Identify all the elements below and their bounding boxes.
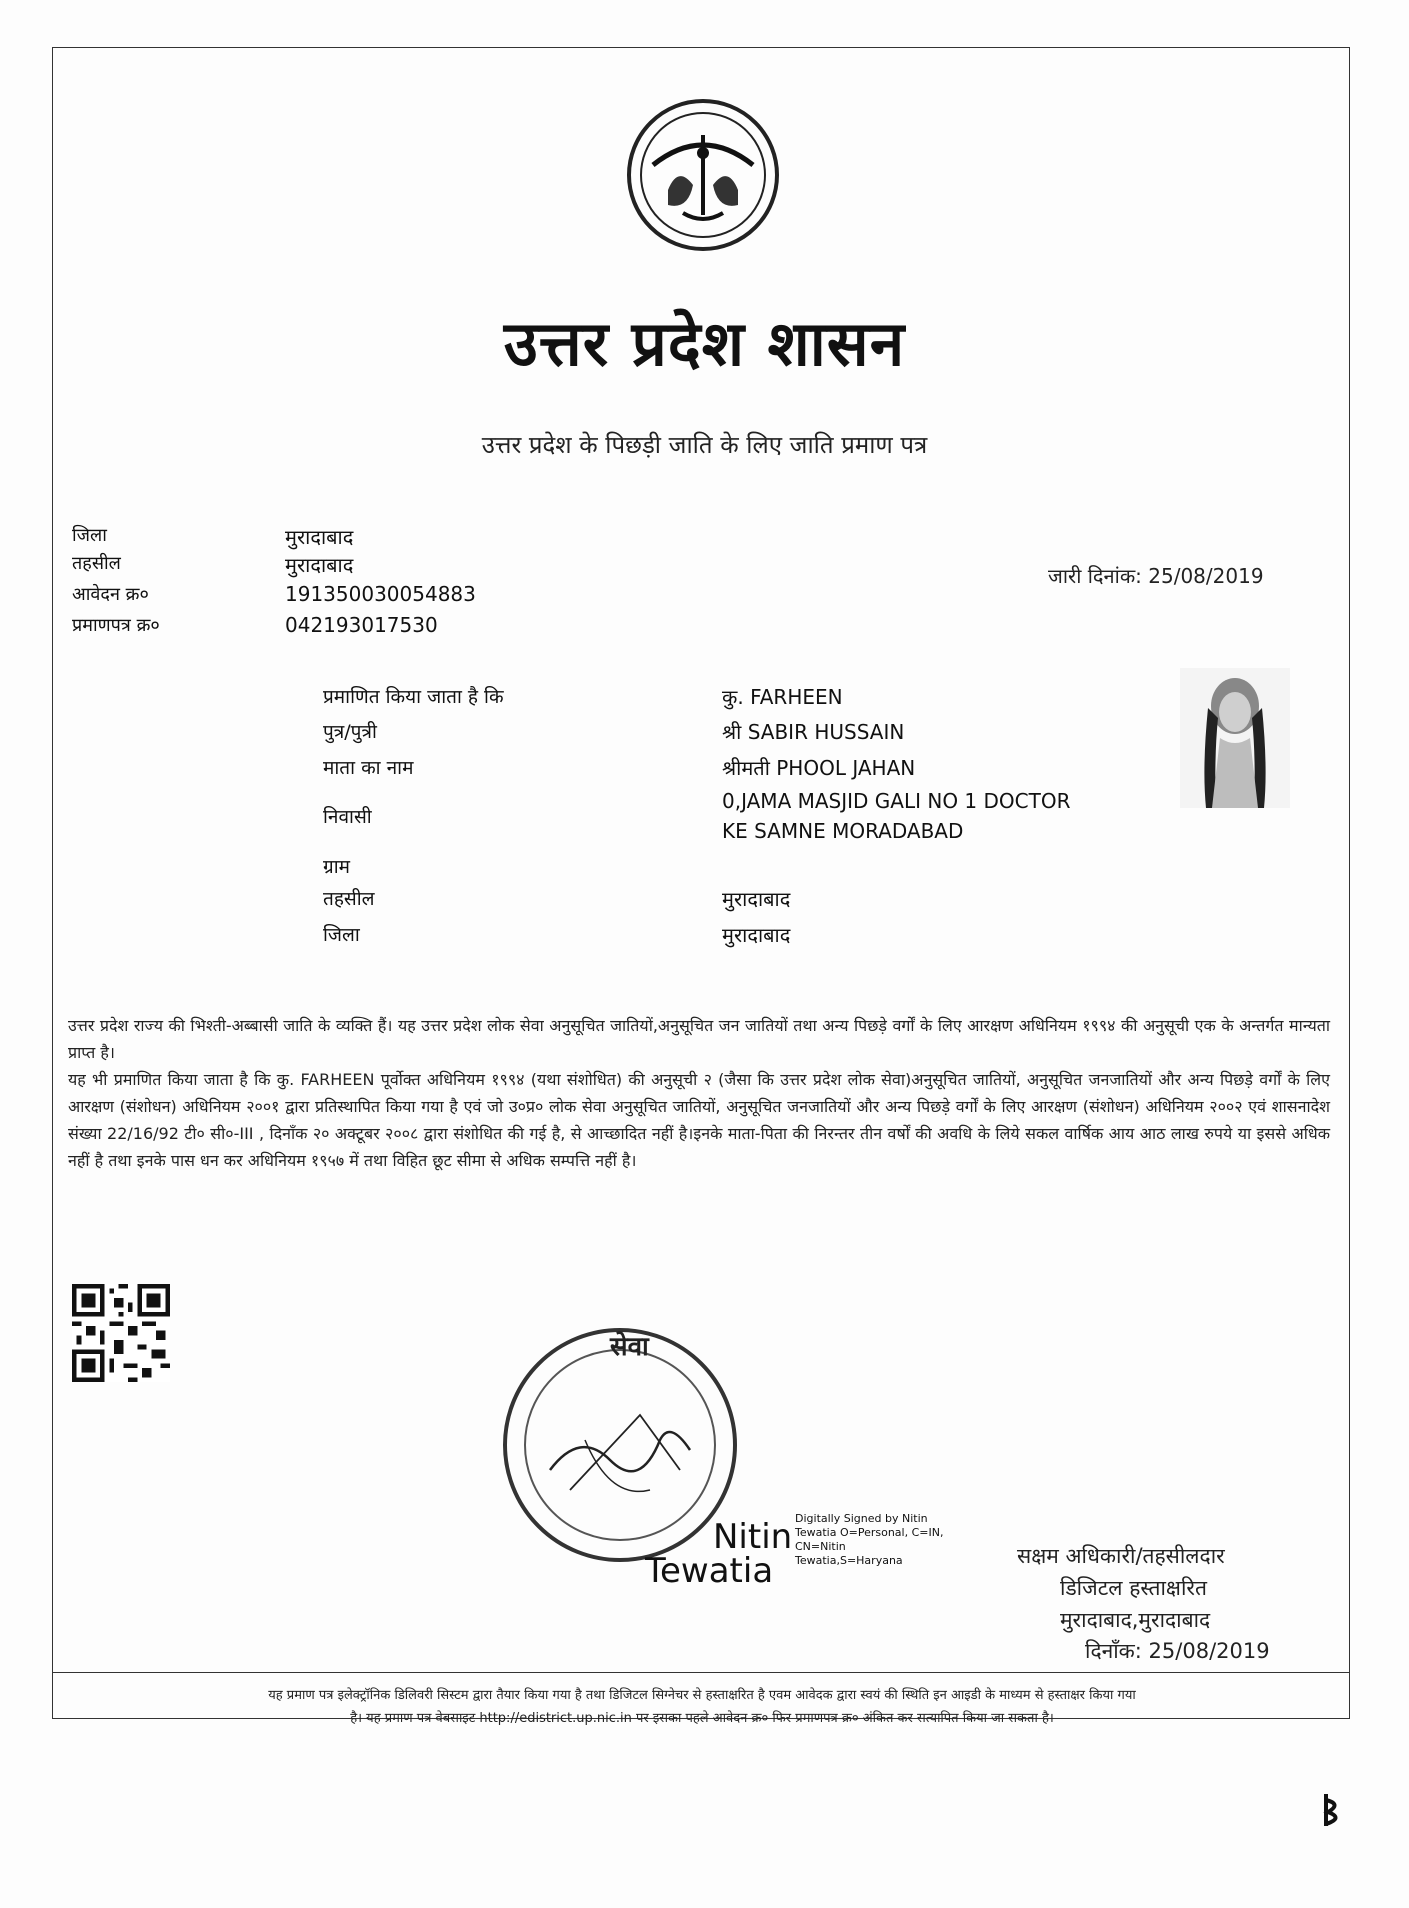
footer-line-2: है। यह प्रमाण पत्र वेबसाइट http://edistrict.up.nic.in पर इसका पहले आवेदन क्र० फिर प्रमाणपत्र क्र० अंकित कर सत्यापित किया जा सकता है। [350,1711,1054,1726]
field-value-address-line1: 0,JAMA MASJID GALI NO 1 DOCTOR [722,789,1071,813]
tehsil-label: तहसील [72,553,121,574]
district-value: मुरादाबाद [285,525,354,549]
qr-code-icon [72,1284,170,1382]
certificate-no-value: 042193017530 [285,613,438,637]
field-value-address-line2: KE SAMNE MORADABAD [722,819,964,843]
certificate-no-label: प्रमाणपत्र क्र० [72,615,160,636]
certificate-title: उत्तर प्रदेश शासन [503,307,906,380]
field-value-tehsil: मुरादाबाद [722,887,791,911]
field-value-mother: श्रीमती PHOOL JAHAN [722,756,916,780]
field-label-mother: माता का नाम [323,757,414,779]
field-value-father: श्री SABIR HUSSAIN [722,720,905,744]
digital-signature-details [795,1512,975,1568]
footer-divider [52,1672,1350,1673]
signatory-name [645,1517,793,1591]
applicant-photo [1180,668,1290,808]
application-no-label: आवेदन क्र० [72,584,149,605]
officer-location: मुरादाबाद,मुरादाबाद [1060,1608,1211,1632]
certificate-subtitle: उत्तर प्रदेश के पिछड़ी जाति के लिए जाति प्रमाण पत्र [481,431,928,459]
footer-line-1: यह प्रमाण पत्र इलेक्ट्रॉनिक डिलिवरी सिस्टम द्वारा तैयार किया गया है तथा डिजिटल सिग्नेचर से हस्ताक्षरित है एवम आवेदक द्वारा स्वयं की स्थिति इन आइडी के माध्यम से हस्ताक्षर किया गया [268,1688,1136,1703]
signatory-first-name: Nitin [713,1517,793,1557]
sig-detail-line: Tewatia,S=Haryana [795,1554,903,1567]
field-label-village: ग्राम [323,856,350,878]
signatory-last-name: Tewatia [645,1551,774,1591]
issue-date: जारी दिनांक: 25/08/2019 [1048,564,1264,588]
application-no-value: 191350030054883 [285,582,476,606]
body-paragraph-1: उत्तर प्रदेश राज्य की भिश्ती-अब्बासी जाति के व्यक्ति हैं। यह उत्तर प्रदेश लोक सेवा अनुसूचित जातियों,अनुसूचित जन जातियों तथा अन्य पिछड़े वर्गों के लिए आरक्षण अधिनियम १९९४ की अनुसूची एक के अन्तर्गत मान्यता प्राप्त है। [68,1016,1330,1062]
field-value-district: मुरादाबाद [722,923,791,947]
field-label-resident: निवासी [323,806,372,828]
sig-detail-line: Digitally Signed by Nitin [795,1512,928,1525]
sig-detail-line: Tewatia O=Personal, C=IN, [795,1526,944,1539]
body-paragraph-2: यह भी प्रमाणित किया जाता है कि कु. FARHEEN पूर्वोक्त अधिनियम १९९४ (यथा संशोधित) की अनुसूची २ (जैसा कि उत्तर प्रदेश लोक सेवा)अनुसूचित जातियों, अनुसूचित जनजातियों और अन्य पिछड़े वर्गों के लिए आरक्षण (संशोधन) अधिनियम २००१ द्वारा प्रतिस्थापित किया गया है एवं जो उ०प्र० लोक सेवा अनुसूचित जातियों, अनुसूचित जनजातियों और अन्य पिछड़े वर्गों के लिए आरक्षण (संशोधन) अधिनियम २००२ एवं शासनादेश संख्या 22/16/92 टी० सी०-III , दिनाँक २० अक्टूबर २००८ द्वारा संशोधित की गई है, से आच्छादित नहीं है।इनके माता-पिता की निरन्तर तीन वर्षों की अवधि के लिये सकल वार्षिक आय आठ लाख रुपये या इससे अधिक नहीं है तथा इनके पास धन कर अधिनियम १९५७ में तथा विहित छूट सीमा से अधिक सम्पत्ति नहीं है। [68,1070,1330,1170]
field-label-certified: प्रमाणित किया जाता है कि [323,686,504,708]
handwritten-mark-icon [1318,1790,1346,1830]
field-label-child-of: पुत्र/पुत्री [323,721,377,743]
officer-designation: सक्षम अधिकारी/तहसीलदार [1017,1544,1225,1568]
field-label-tehsil: तहसील [323,888,375,910]
certificate-footer [62,1684,1342,1730]
seal-text: सेवा [610,1332,649,1362]
officer-digital-signed: डिजिटल हस्ताक्षरित [1060,1576,1207,1600]
field-value-name: कु. FARHEEN [722,685,843,709]
up-state-emblem-icon [623,95,783,255]
district-label: जिला [72,525,107,546]
sig-detail-line: CN=Nitin [795,1540,846,1553]
tehsil-value: मुरादाबाद [285,553,354,577]
officer-date: दिनाँक: 25/08/2019 [1085,1639,1270,1663]
certificate-body [68,1012,1330,1174]
field-label-district: जिला [323,924,360,946]
